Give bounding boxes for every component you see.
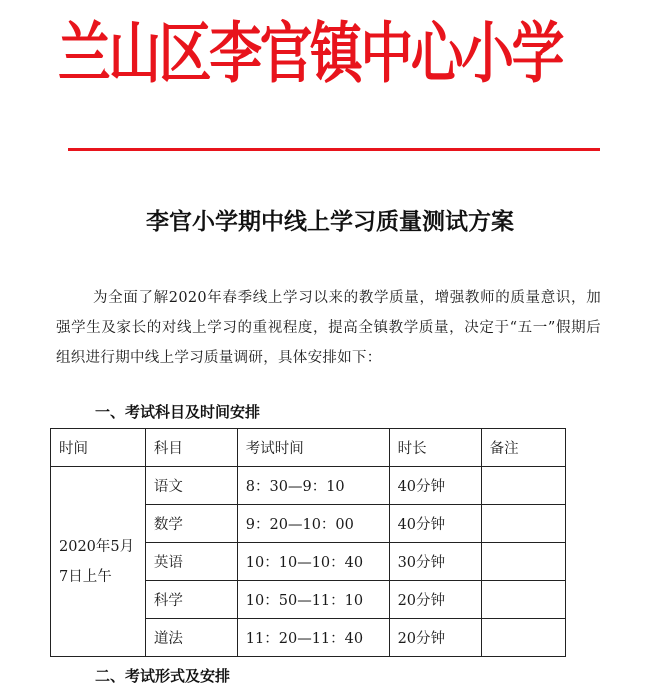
header-cell: 科目 — [145, 429, 237, 467]
duration-cell: 20分钟 — [389, 581, 481, 619]
note-cell — [481, 581, 565, 619]
header-cell: 备注 — [481, 429, 565, 467]
subject-cell: 语文 — [145, 467, 237, 505]
intro-paragraph: 为全面了解2020年春季线上学习以来的教学质量，增强教师的质量意识，加强学生及家长的对线上学习的重视程度，提高全镇教学质量，决定于“五一”假期后组织进行期中线上学习质量调研，具体安排如下： — [56, 290, 601, 366]
time-cell: 9：20—10：00 — [237, 505, 389, 543]
red-divider-line — [68, 148, 600, 151]
time-cell: 11：20—11：40 — [237, 619, 389, 657]
duration-cell: 40分钟 — [389, 467, 481, 505]
table-header-row — [51, 429, 566, 467]
note-cell — [481, 467, 565, 505]
duration-cell: 30分钟 — [389, 543, 481, 581]
school-masthead: 兰山区李官镇中心小学 — [58, 15, 562, 92]
subject-cell: 科学 — [145, 581, 237, 619]
exam-schedule-table — [50, 428, 566, 657]
exam-date-line1: 2020年5月 — [59, 538, 135, 555]
document-title: 李官小学期中线上学习质量测试方案 — [146, 209, 514, 235]
table-row — [51, 467, 566, 505]
duration-cell: 20分钟 — [389, 619, 481, 657]
section-heading-1: 一、考试科目及时间安排 — [95, 403, 261, 421]
subject-cell: 数学 — [145, 505, 237, 543]
note-cell — [481, 543, 565, 581]
header-cell: 时长 — [389, 429, 481, 467]
note-cell — [481, 505, 565, 543]
time-cell: 10：50—11：10 — [237, 581, 389, 619]
exam-date-cell — [51, 467, 146, 657]
subject-cell: 道法 — [145, 619, 237, 657]
time-cell: 8：30—9：10 — [237, 467, 389, 505]
duration-cell: 40分钟 — [389, 505, 481, 543]
header-cell: 时间 — [51, 429, 146, 467]
section-heading-2: 二、考试形式及安排 — [95, 667, 231, 685]
time-cell: 10：10—10：40 — [237, 543, 389, 581]
exam-date-line2: 7日上午 — [59, 568, 112, 585]
subject-cell: 英语 — [145, 543, 237, 581]
note-cell — [481, 619, 565, 657]
header-cell: 考试时间 — [237, 429, 389, 467]
